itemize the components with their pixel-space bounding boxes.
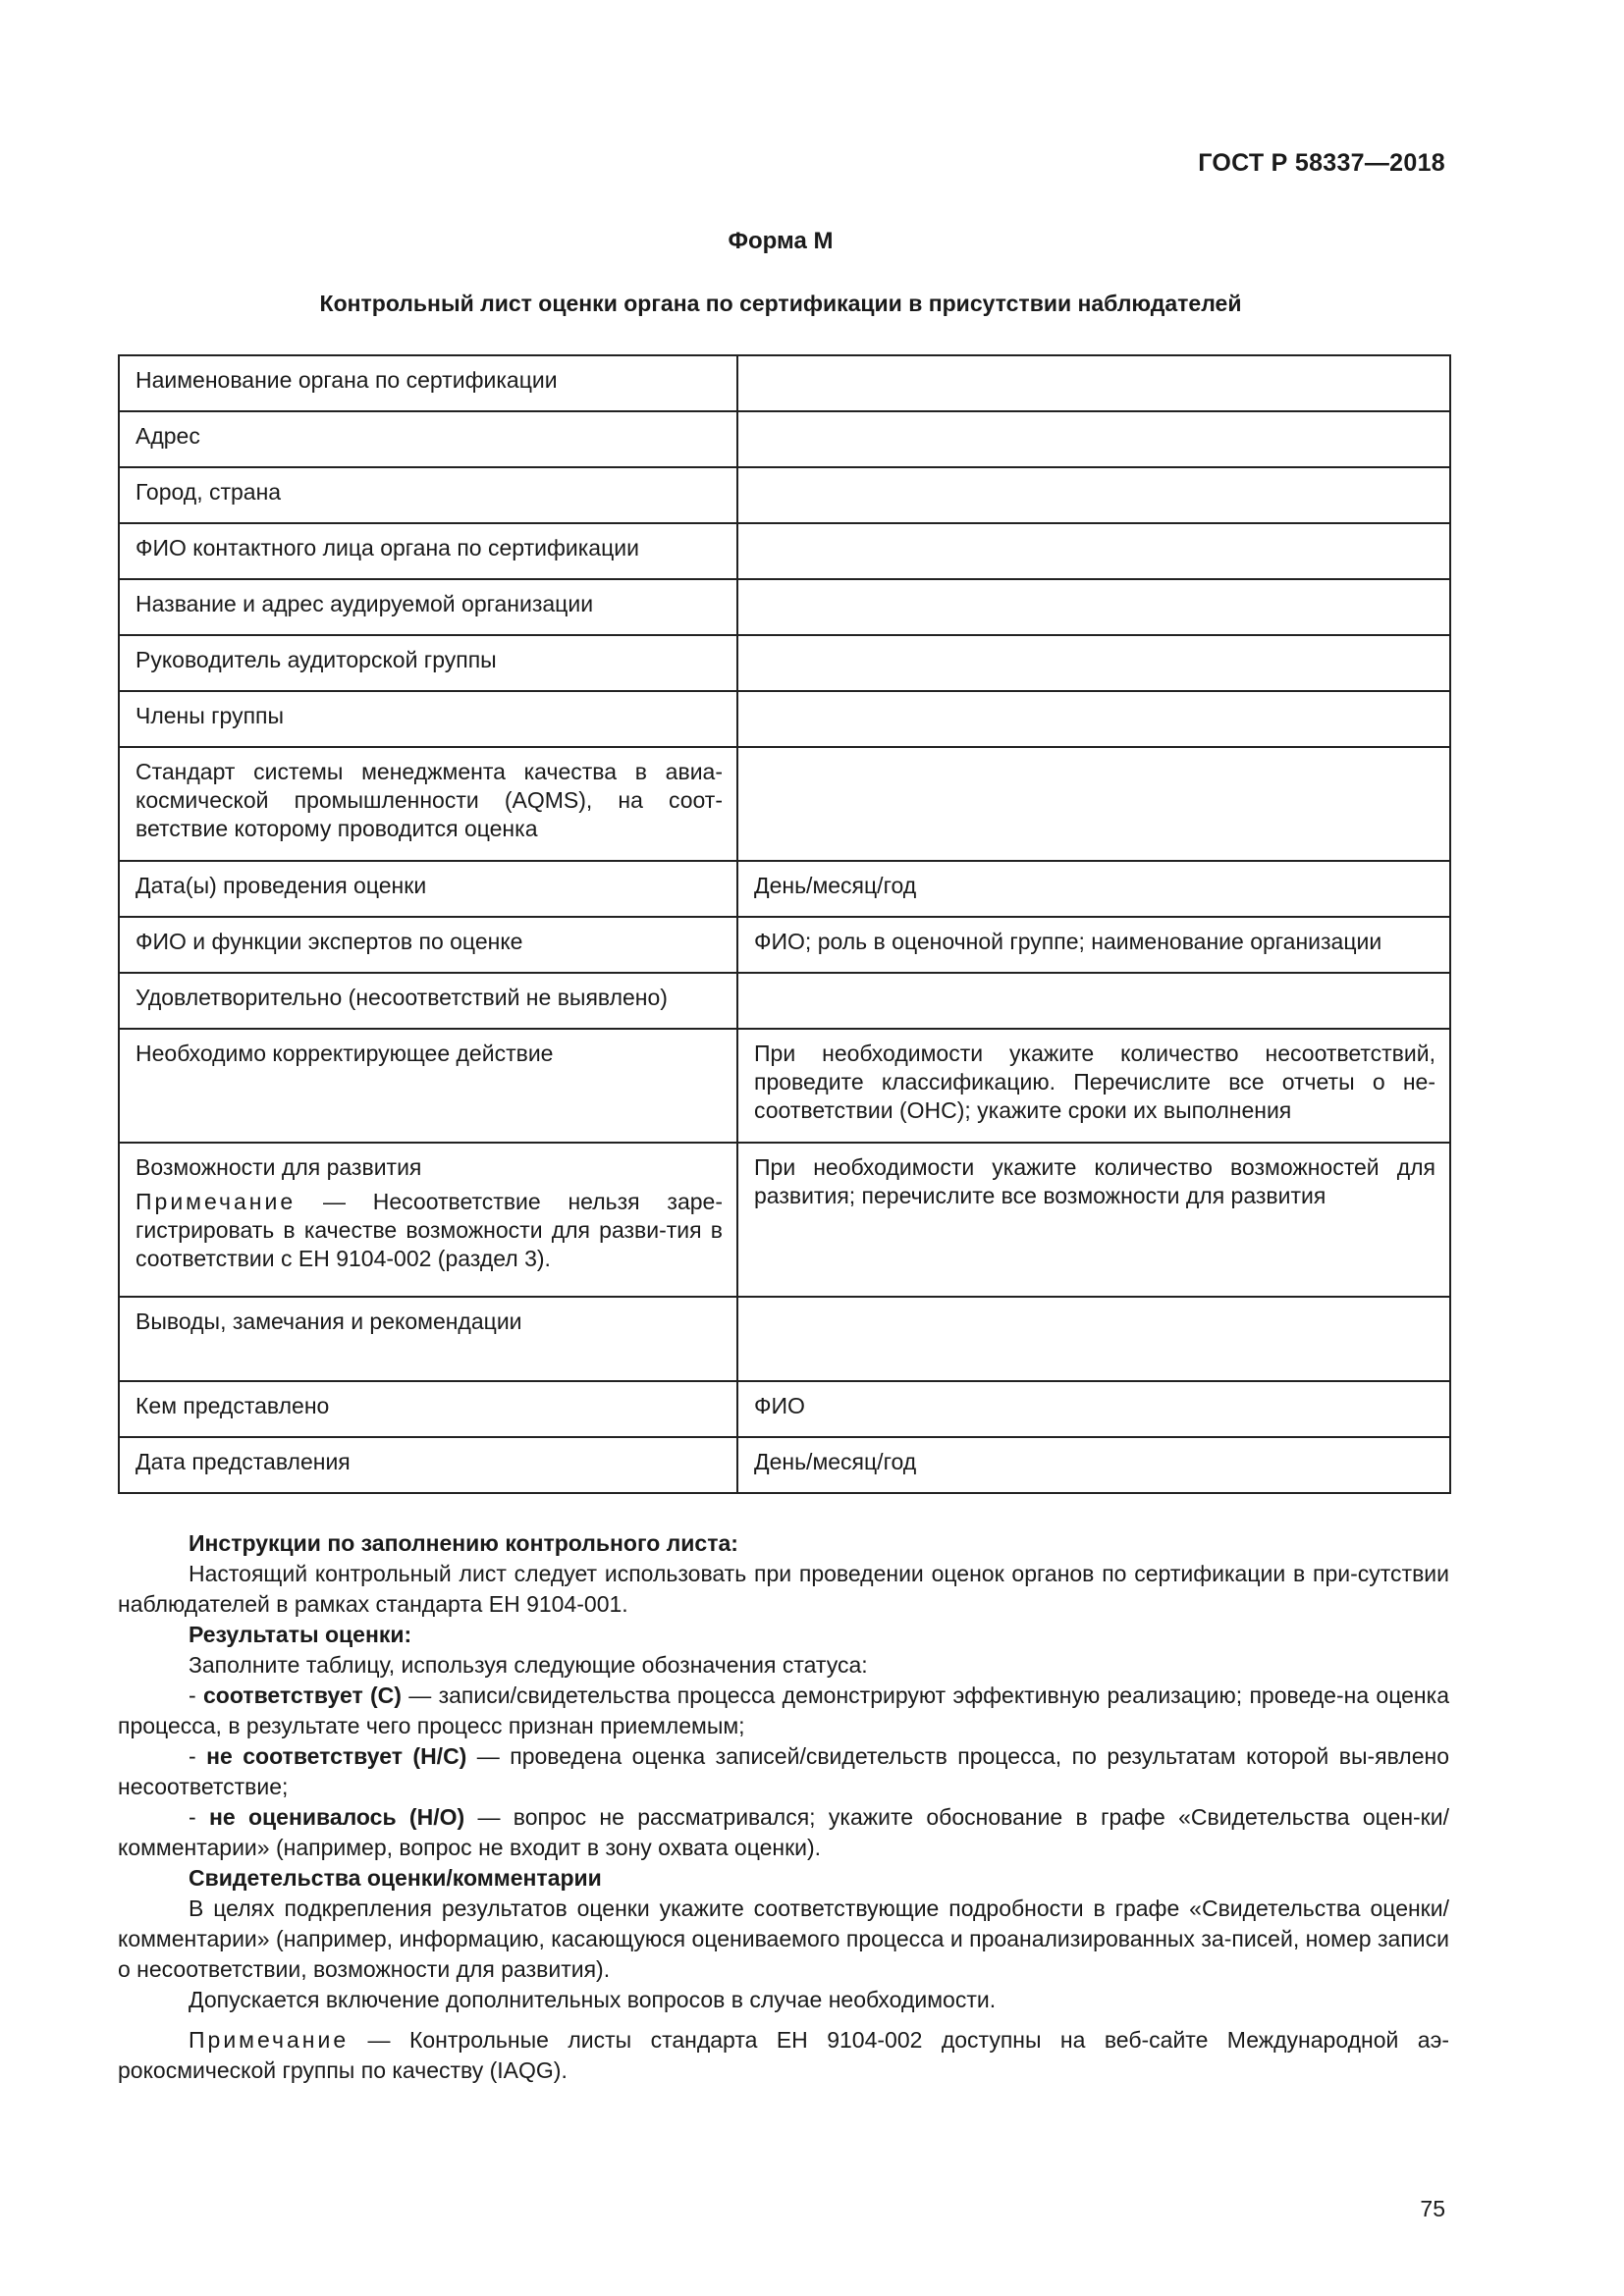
table-row: [119, 1029, 1450, 1143]
row-label: Город, страна: [119, 467, 737, 523]
row-value: День/месяц/год: [737, 1437, 1450, 1493]
row-value: [737, 1297, 1450, 1381]
row-value: [737, 411, 1450, 467]
row-value: ФИО: [737, 1381, 1450, 1437]
results-intro: Заполните таблицу, используя следующие обозначения статуса:: [189, 1652, 868, 1678]
row-label: ФИО и функции экспертов по оценке: [119, 917, 737, 973]
row-label: Члены группы: [119, 691, 737, 747]
row-value: При необходимости укажите количество несоответствий, проведите классификацию. Перечислите все отчеты о не-соответствии (ОНС); укажите сроки их выполнения: [737, 1029, 1450, 1143]
row-value: День/месяц/год: [737, 861, 1450, 917]
evidence-heading: Свидетельства оценки/комментарии: [189, 1865, 602, 1891]
table-row: [119, 747, 1450, 861]
row-label: Необходимо корректирующее действие: [119, 1029, 737, 1143]
row-label: Выводы, замечания и рекомендации: [119, 1297, 737, 1381]
status-term: не соответствует (Н/С): [206, 1743, 467, 1769]
row-value: [737, 467, 1450, 523]
row-note: [135, 1188, 723, 1273]
status-term: соответствует (С): [202, 1682, 402, 1708]
status-text: — проведена оценка записей/свидетельств процесса, по результатам которой вы-явлено несоответствие;: [118, 1743, 1449, 1799]
row-label-text: Возможности для развития: [135, 1154, 422, 1180]
table-row: [119, 1297, 1450, 1381]
status-item: - соответствует (С) — записи/свидетельства процесса демонстрируют эффективную реализацию; проведе-на оценка процесса, в результате чего процесс признан приемлемым;: [118, 1682, 1449, 1738]
table-row: [119, 917, 1450, 973]
document-code: ГОСТ Р 58337—2018: [1198, 149, 1445, 177]
row-label: Руководитель аудиторской группы: [119, 635, 737, 691]
row-value: [737, 635, 1450, 691]
evidence-text: В целях подкрепления результатов оценки укажите соответствующие подробности в графе «Свидетельства оценки/комментарии» (например, информацию, касающуюся оцениваемого процесса и проанализированных за-писей, номер записи о несоответствии, возможности для развития).: [118, 1896, 1449, 1982]
row-value: [737, 691, 1450, 747]
note-label: Примечание: [189, 2027, 350, 2053]
row-label: Стандарт системы менеджмента качества в авиа-космической промышленности (AQMS), на соот-ветствие которому проводится оценка: [119, 747, 737, 861]
note-text: — Контрольные листы стандарта ЕН 9104-002 доступны на веб-сайте Международной аэ-рокосмической группы по качеству (IAQG).: [118, 2027, 1449, 2083]
final-note: [118, 2025, 1449, 2086]
table-row: [119, 691, 1450, 747]
table-row: [119, 861, 1450, 917]
row-label: Удовлетворительно (несоответствий не выявлено): [119, 973, 737, 1029]
table-row: [119, 467, 1450, 523]
table-row: [119, 973, 1450, 1029]
checklist-table: [118, 354, 1451, 1494]
row-value: [737, 579, 1450, 635]
row-label: Кем представлено: [119, 1381, 737, 1437]
row-value: [737, 523, 1450, 579]
row-label: [119, 1143, 737, 1297]
instructions-section: [118, 1528, 1449, 2086]
status-term: не оценивалось (Н/О): [208, 1804, 465, 1830]
table-row: [119, 411, 1450, 467]
form-title: Форма М: [728, 228, 834, 254]
row-value: [737, 747, 1450, 861]
table-row: [119, 1381, 1450, 1437]
form-subtitle: Контрольный лист оценки органа по сертификации в присутствии наблюдателей: [319, 291, 1242, 316]
table-row: [119, 1437, 1450, 1493]
row-value: ФИО; роль в оценочной группе; наименование организации: [737, 917, 1450, 973]
instructions-intro: Настоящий контрольный лист следует использовать при проведении оценок органов по сертификации в при-сутствии наблюдателей в рамках стандарта ЕН 9104-001.: [118, 1561, 1449, 1617]
page-number: 75: [1420, 2196, 1445, 2221]
row-label: Дата представления: [119, 1437, 737, 1493]
row-value: При необходимости укажите количество возможностей для развития; перечислите все возможности для развития: [737, 1143, 1450, 1297]
row-label: Название и адрес аудируемой организации: [119, 579, 737, 635]
row-value: [737, 355, 1450, 411]
table-row: [119, 579, 1450, 635]
instructions-heading: Инструкции по заполнению контрольного листа:: [189, 1530, 738, 1556]
table-row: [119, 635, 1450, 691]
note-label: Примечание: [135, 1189, 297, 1214]
row-label: Дата(ы) проведения оценки: [119, 861, 737, 917]
table-row: [119, 523, 1450, 579]
results-heading: Результаты оценки:: [189, 1622, 412, 1647]
additional-text: Допускается включение дополнительных вопросов в случае необходимости.: [189, 1987, 997, 2012]
status-text: — вопрос не рассматривался; укажите обоснование в графе «Свидетельства оцен-ки/комментарии» (например, вопрос не входит в зону охвата оценки).: [118, 1804, 1449, 1860]
row-value: [737, 973, 1450, 1029]
row-label: Наименование органа по сертификации: [119, 355, 737, 411]
row-label: Адрес: [119, 411, 737, 467]
table-row: [119, 1143, 1450, 1297]
status-text: — записи/свидетельства процесса демонстрируют эффективную реализацию; проведе-на оценка процесса, в результате чего процесс признан приемлемым;: [118, 1682, 1449, 1738]
row-label: ФИО контактного лица органа по сертификации: [119, 523, 737, 579]
status-item: - не оценивалось (Н/О) — вопрос не рассматривался; укажите обоснование в графе «Свидетельства оцен-ки/комментарии» (например, вопрос не входит в зону охвата оценки).: [118, 1804, 1449, 1860]
note-text: — Несоответствие нельзя заре-гистрировать в качестве возможности для разви-тия в соответствии с ЕН 9104-002 (раздел 3).: [135, 1189, 723, 1271]
status-item: - не соответствует (Н/С) — проведена оценка записей/свидетельств процесса, по результатам которой вы-явлено несоответствие;: [118, 1743, 1449, 1799]
table-row: [119, 355, 1450, 411]
